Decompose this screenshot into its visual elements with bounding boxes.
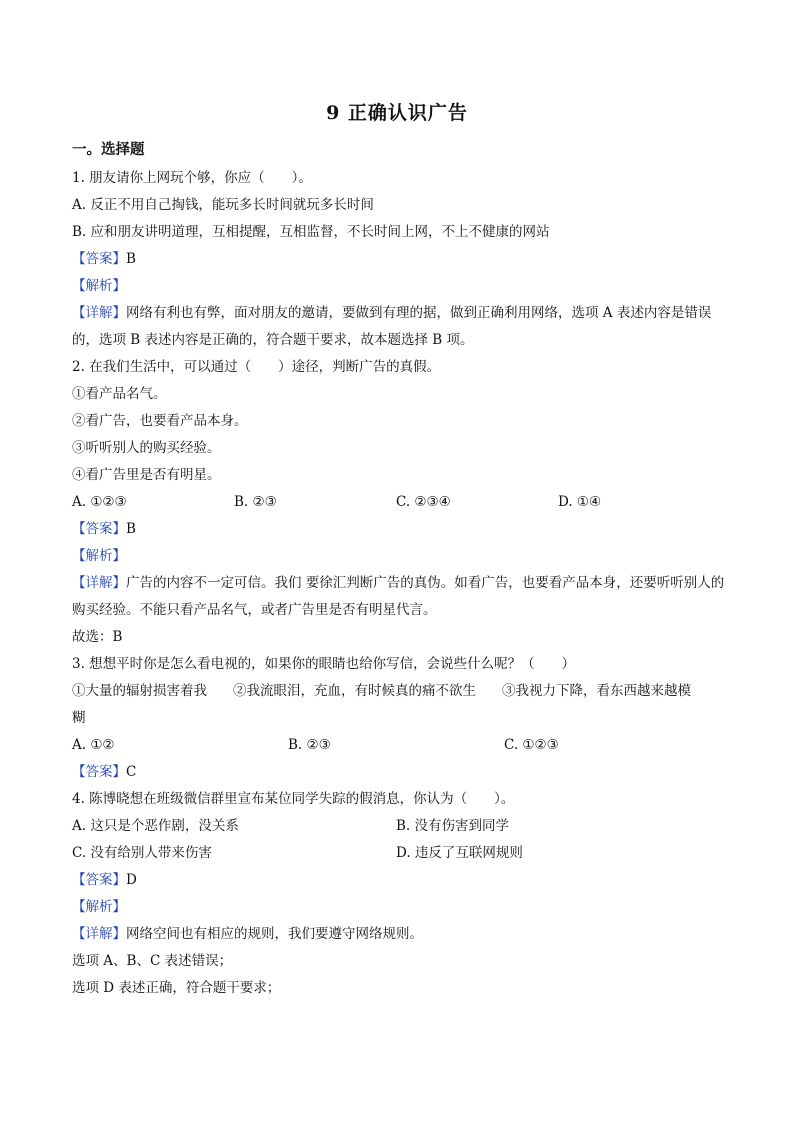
q3-option-c: C. ①②③ <box>504 737 559 753</box>
analysis-tag: 【解析】 <box>72 899 126 915</box>
q2-analysis <box>72 543 728 570</box>
q1-detail <box>72 300 728 354</box>
analysis-tag: 【解析】 <box>72 548 126 564</box>
detail-tag: 【详解】 <box>72 305 126 321</box>
q2-option-c: C. ②③④ <box>396 494 451 510</box>
q2-item-2: ②看广告，也要看产品本身。 <box>72 413 248 429</box>
q3-options <box>72 732 728 759</box>
q4-detail <box>72 921 728 948</box>
q4-analysis <box>72 894 728 921</box>
answer-tag: 【答案】 <box>72 521 126 537</box>
q3-stem: 3. 想想平时你是怎么看电视的，如果你的眼睛也给你写信，会说些什么呢？（ ） <box>72 656 576 672</box>
q2-item-1: ①看产品名气。 <box>72 386 167 402</box>
answer-tag: 【答案】 <box>72 764 126 780</box>
q4-options <box>72 813 728 867</box>
q1-stem: 1. 朋友请你上网玩个够，你应（ ）。 <box>72 170 312 186</box>
q4-option-b: B. 没有伤害到同学 <box>396 818 510 834</box>
q1-answer-value: B <box>126 251 136 267</box>
q1-detail-text: 网络有利也有弊，面对朋友的邀请，要做到有理的据，做到正确利用网络，选项 A 表述内容是错误的，选项 B 表述内容是正确的，符合题干要求，故本题选择 B 项。 <box>72 305 712 348</box>
q2-item-4: ④看广告里是否有明星。 <box>72 467 221 483</box>
q2-option-b: B. ②③ <box>234 494 277 510</box>
q2-conclusion: 故选：B <box>72 629 123 645</box>
q4-detail-text: 网络空间也有相应的规则，我们要遵守网络规则。 <box>126 926 423 942</box>
q1-option-a: A. 反正不用自己掏钱，能玩多长时间就玩多长时间 <box>72 197 374 213</box>
q4-explanation-1: 选项 A、B、C 表述错误； <box>72 953 233 969</box>
q3-choices <box>72 678 728 732</box>
page-title: 9 正确认识广告 <box>326 102 468 124</box>
q1-analysis <box>72 273 728 300</box>
q2-detail-text: 广告的内容不一定可信。我们 要徐汇判断广告的真伪。如看广告，也要看产品本身，还要听听别人的购买经验。不能只看产品名气，或者广告里是否有明星代言。 <box>72 575 725 618</box>
answer-tag: 【答案】 <box>72 872 126 888</box>
answer-tag: 【答案】 <box>72 251 126 267</box>
q3-choice-2: ②我流眼泪，充血，有时候真的痛不欲生 <box>233 683 476 699</box>
q2-answer-value: B <box>126 521 136 537</box>
q1-option-b: B. 应和朋友讲明道理，互相提醒，互相监督，不长时间上网，不上不健康的网站 <box>72 224 550 240</box>
q2-option-d: D. ①④ <box>558 494 602 510</box>
q2-stem: 2. 在我们生活中，可以通过（ ）途径，判断广告的真假。 <box>72 359 441 375</box>
document-body <box>72 165 728 1002</box>
q2-item-3: ③听听别人的购买经验。 <box>72 440 221 456</box>
q2-options <box>72 489 728 516</box>
section-heading: 一。选择题 <box>72 141 145 158</box>
q3-choice-1: ①大量的辐射损害着我 <box>72 683 207 699</box>
q3-answer-value: C <box>126 764 137 780</box>
detail-tag: 【详解】 <box>72 575 126 591</box>
q4-answer-value: D <box>126 872 137 888</box>
detail-tag: 【详解】 <box>72 926 126 942</box>
q3-answer <box>72 759 728 786</box>
q4-option-a: A. 这只是个恶作剧，没关系 <box>72 818 239 834</box>
q4-option-d: D. 违反了互联网规则 <box>396 845 523 861</box>
q2-answer <box>72 516 728 543</box>
q4-stem: 4. 陈博晓想在班级微信群里宣布某位同学失踪的假消息，你认为（ ）。 <box>72 791 515 807</box>
q1-answer <box>72 246 728 273</box>
q2-option-a: A. ①②③ <box>72 494 127 510</box>
q3-option-a: A. ①② <box>72 737 115 753</box>
q3-choice-3: ③我视力下降，看东西越来越模糊 <box>72 683 691 726</box>
q4-answer <box>72 867 728 894</box>
q4-explanation-2: 选项 D 表述正确，符合题干要求； <box>72 980 281 996</box>
q4-option-c: C. 没有给别人带来伤害 <box>72 845 212 861</box>
analysis-tag: 【解析】 <box>72 278 126 294</box>
q2-detail <box>72 570 728 624</box>
q3-option-b: B. ②③ <box>288 737 331 753</box>
